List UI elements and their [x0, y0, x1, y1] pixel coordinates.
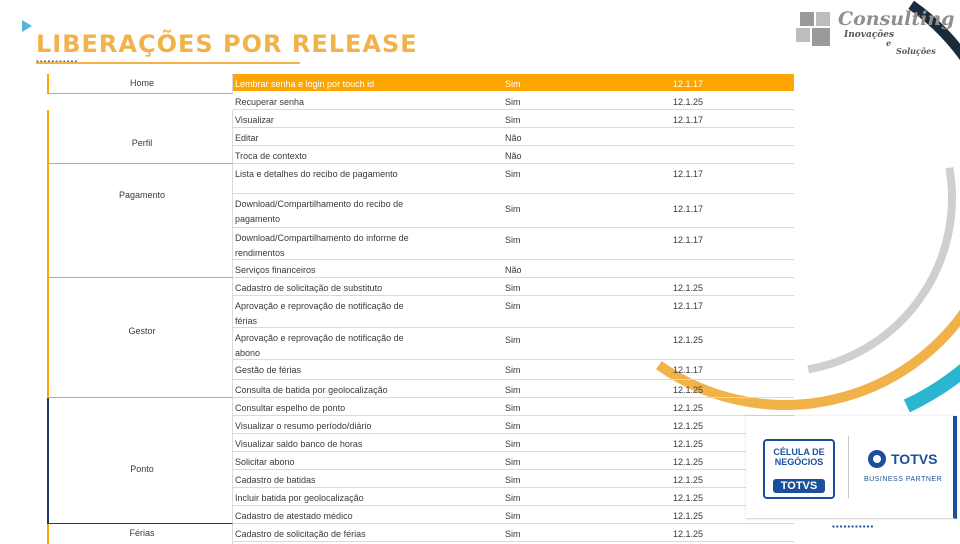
feature-cell: Lembrar senha e login por touch id — [235, 79, 375, 89]
table-row — [233, 488, 794, 506]
group-label: Home — [129, 78, 154, 88]
logo-line3: Soluções — [896, 46, 936, 56]
cell-line2: NEGÓCIOS — [774, 457, 824, 467]
group-ferias — [47, 524, 233, 544]
status-cell: Não — [505, 265, 522, 275]
table-row — [233, 380, 794, 398]
table-row — [233, 260, 794, 278]
table-row — [233, 278, 794, 296]
feature-cell: Aprovação e reprovação de notificação de abono — [235, 333, 404, 358]
status-cell: Sim — [505, 204, 521, 214]
totvs-partner-badge — [746, 416, 957, 519]
table-row — [233, 110, 794, 128]
version-cell: 12.1.25 — [673, 385, 704, 395]
version-cell: 12.1.25 — [673, 403, 704, 413]
status-cell: Sim — [505, 365, 521, 375]
table-row — [233, 416, 794, 434]
group-label: Pagamento — [118, 190, 166, 200]
slide-title: LIBERAÇÕES POR RELEASE — [36, 30, 418, 58]
table-row — [233, 360, 794, 380]
table-row — [233, 164, 794, 194]
version-cell: 12.1.25 — [673, 439, 704, 449]
status-cell: Sim — [505, 529, 521, 539]
table-row — [233, 506, 794, 524]
version-cell: 12.1.17 — [673, 301, 704, 311]
version-cell: 12.1.25 — [673, 475, 704, 485]
version-cell: 12.1.25 — [673, 493, 704, 503]
table-row — [233, 452, 794, 470]
feature-cell: Visualizar saldo banco de horas — [235, 439, 363, 449]
status-cell: Sim — [505, 79, 521, 89]
feature-cell: Consultar espelho de ponto — [235, 403, 346, 413]
table-row — [233, 524, 794, 542]
status-cell: Sim — [505, 169, 521, 179]
feature-cell: Cadastro de batidas — [235, 475, 316, 485]
logo-name: Consulting — [838, 8, 955, 30]
table-row — [233, 194, 794, 228]
feature-cell: Consulta de batida por geolocalização — [235, 385, 388, 395]
feature-cell: Visualizar o resumo período/diário — [235, 421, 372, 431]
feature-cell: Recuperar senha — [235, 97, 305, 107]
version-cell: 12.1.17 — [673, 115, 704, 125]
status-cell: Sim — [505, 335, 521, 345]
feature-cell: Solicitar abono — [235, 457, 295, 467]
feature-cell: Editar — [235, 133, 259, 143]
group-pagamento — [47, 164, 233, 278]
status-cell: Sim — [505, 385, 521, 395]
feature-cell: Troca de contexto — [235, 151, 307, 161]
table-row — [233, 398, 794, 416]
status-cell: Sim — [505, 235, 521, 245]
feature-cell: Visualizar — [235, 115, 274, 125]
status-cell: Sim — [505, 439, 521, 449]
status-cell: Sim — [505, 97, 521, 107]
consulting-logo — [796, 8, 955, 56]
feature-cell: Cadastro de solicitação de substituto — [235, 283, 383, 293]
feature-cell: Cadastro de atestado médico — [235, 511, 353, 521]
group-label: Gestor — [128, 326, 156, 336]
version-cell: 12.1.17 — [673, 235, 704, 245]
business-partner-label: BUSINESS PARTNER — [864, 476, 943, 483]
version-cell: 12.1.25 — [673, 97, 704, 107]
version-cell: 12.1.25 — [673, 421, 704, 431]
version-cell: 12.1.17 — [673, 365, 704, 375]
group-home — [47, 74, 233, 94]
table-row — [233, 92, 794, 110]
totvs-brand: TOTVS — [891, 451, 938, 467]
feature-cell: Cadastro de solicitação de férias — [235, 529, 366, 539]
group-label: Perfil — [131, 138, 153, 148]
badge-divider — [848, 436, 849, 498]
status-cell: Sim — [505, 403, 521, 413]
table-row — [233, 434, 794, 452]
feature-cell: Incluir batida por geolocalização — [235, 493, 364, 503]
logo-line1: Inovações — [844, 30, 895, 40]
status-cell: Sim — [505, 115, 521, 125]
cell-brand: TOTVS — [773, 479, 825, 493]
status-cell: Sim — [505, 457, 521, 467]
version-cell: 12.1.25 — [673, 335, 704, 345]
title-arrow-icon — [22, 20, 32, 32]
table-row — [233, 228, 794, 260]
feature-cell: Lista e detalhes do recibo de pagamento — [235, 169, 398, 179]
status-cell: Sim — [505, 493, 521, 503]
group-label: Férias — [129, 528, 155, 538]
version-cell: 12.1.17 — [673, 204, 704, 214]
table-row — [233, 128, 794, 146]
group-gestor — [47, 278, 233, 398]
version-cell: 12.1.25 — [673, 283, 704, 293]
status-cell: Não — [505, 151, 522, 161]
table-row — [233, 470, 794, 488]
feature-cell: Download/Compartilhamento do informe de rendimentos — [235, 233, 409, 258]
version-cell: 12.1.25 — [673, 457, 704, 467]
table-row — [233, 296, 794, 328]
decorative-dots: ▪▪▪▪▪▪▪▪▪▪▪ — [832, 522, 875, 531]
group-ponto — [47, 398, 233, 524]
group-perfil — [47, 110, 233, 164]
feature-cell: Aprovação e reprovação de notificação de férias — [235, 301, 404, 326]
version-cell: 12.1.17 — [673, 79, 704, 89]
table-row — [233, 74, 794, 92]
status-cell: Sim — [505, 283, 521, 293]
table-row — [233, 328, 794, 360]
version-cell: 12.1.25 — [673, 511, 704, 521]
cell-line1: CÉLULA DE — [773, 447, 825, 457]
group-label: Ponto — [130, 464, 154, 474]
status-cell: Sim — [505, 475, 521, 485]
cell-logo — [763, 439, 835, 499]
status-cell: Sim — [505, 301, 521, 311]
status-cell: Sim — [505, 511, 521, 521]
title-underline — [36, 62, 300, 64]
logo-line2: e — [886, 38, 892, 48]
status-cell: Sim — [505, 421, 521, 431]
feature-cell: Gestão de férias — [235, 365, 302, 375]
feature-cell: Serviços financeiros — [235, 265, 316, 275]
version-cell: 12.1.17 — [673, 169, 704, 179]
status-cell: Não — [505, 133, 522, 143]
version-cell: 12.1.25 — [673, 529, 704, 539]
feature-cell: Download/Compartilhamento do recibo de pagamento — [235, 199, 404, 224]
totvs-logo-icon — [868, 450, 886, 468]
table-row — [233, 146, 794, 164]
